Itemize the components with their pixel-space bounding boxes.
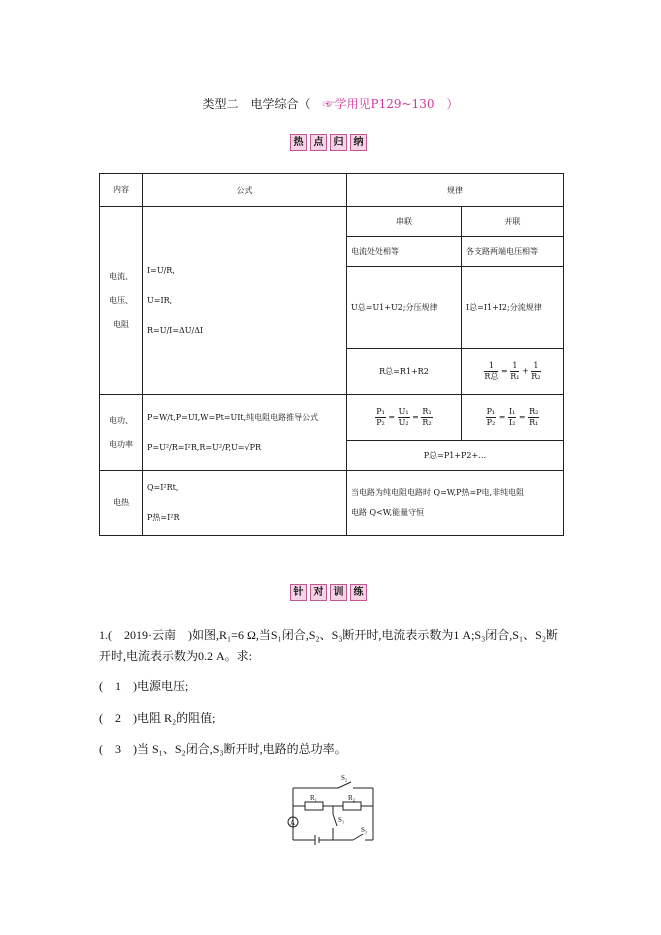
badge-char: 纳 [350,134,367,151]
svg-text:S₁: S₁ [338,816,345,824]
series-voltage-rule: U总=U1+U2;分压规律 [347,267,462,349]
section-heading-summary [290,134,367,151]
header-formula: 公式 [143,174,347,207]
parallel-voltage-rule: 各支路两端电压相等 [461,237,563,267]
badge-char: 针 [290,584,307,601]
badge-char: 点 [310,134,327,151]
header-rule: 规律 [347,174,564,207]
parallel-power-ratio: $\frac{\text{P₁}}{\text{P₂}}$ = $\frac{\text{I₁}}{\text{I₂}}$ = $\frac{\text{R₂}}{\text{R₁}}$ [461,395,563,441]
formula-cell-ohm: I=U/R, U=IR, R=U/I=ΔU/ΔI [143,207,347,395]
badge-char: 热 [290,134,307,151]
svg-text:R₁: R₁ [310,794,318,802]
formula-table [99,173,564,536]
header-content: 内容 [100,174,143,207]
total-power-rule: P总=P1+P2+… [347,441,564,471]
series-resistance-rule: R总=R1+R2 [347,349,462,395]
question-3: ( 3 )当 S₁、S₂闭合,S₃断开时,电路的总功率。 [99,742,347,756]
problem-stem-cont: 开时,电流表示数为0.2 A。求: [99,649,253,663]
page-title: 类型二 电学综合（ ☞学用见P129~130 ） [202,97,459,111]
parallel-header: 并联 [461,207,563,237]
problem-stem: 1.( 2019·云南 )如图,R₁=6 Ω,当S₁闭合,S₂、S₃断开时,电流表示数为1 A;S₃闭合,S₁、S₂断 [99,628,559,642]
circuit-label-s2: S₂ [341,774,348,782]
row-label-power: 电功、 电功率 [100,395,143,471]
parallel-resistance-rule: $\frac{1}{\text{R总}}$ = $\frac{1}{\text{R₁}}$ + $\frac{1}{\text{R₂}}$ [461,349,563,395]
formula-cell-heat: Q=I²Rt, P热=I²R [143,471,347,536]
series-power-ratio: $\frac{\text{P₁}}{\text{P₂}}$ = $\frac{\text{U₁}}{\text{U₂}}$ = $\frac{\text{R₁}}{\text{R₂}}$ [347,395,462,441]
question-1: ( 1 )电源电压; [99,679,189,693]
svg-text:R₂: R₂ [348,794,356,802]
row-label-current: 电流、 电压、 电阻 [100,207,143,395]
badge-char: 练 [350,584,367,601]
svg-text:A: A [290,819,296,827]
parallel-current-rule: I总=I1+I2;分流规律 [461,267,563,349]
page-reference: ☞学用见P129~130 ） [322,97,459,111]
series-header: 串联 [347,207,462,237]
svg-text:S₃: S₃ [361,826,368,834]
section-heading-practice [290,584,367,601]
badge-char: 归 [330,134,347,151]
circuit-diagram [283,770,383,845]
row-label-heat: 电热 [100,471,143,536]
question-2: ( 2 )电阻 R₂的阻值; [99,711,216,725]
series-current-rule: 电流处处相等 [347,237,462,267]
formula-cell-power: P=W/t,P=UI,W=Pt=UIt,纯电阻电路推导公式 P=U²/R=I²R,R=U²/P,U=√PR [143,395,347,471]
heat-rule: 当电路为纯电阻电路时 Q=W,P热=P电,非纯电阻 电路 Q<W,能量守恒 [347,471,564,536]
badge-char: 对 [310,584,327,601]
badge-char: 训 [330,584,347,601]
